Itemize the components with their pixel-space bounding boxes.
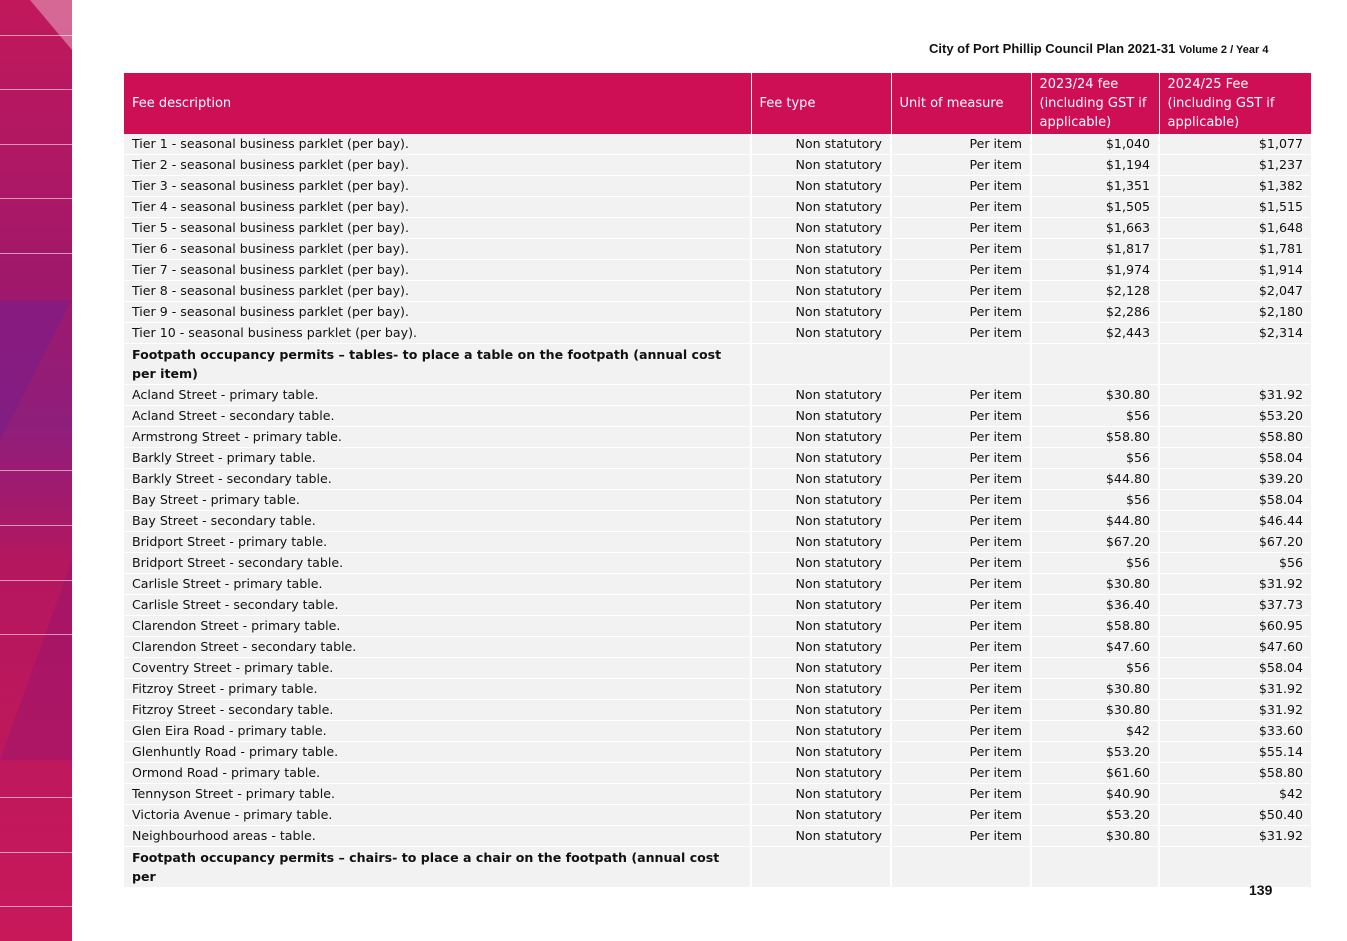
fee-2024-25-cell: $1,077 <box>1159 134 1311 155</box>
fee-description-cell: Victoria Avenue - primary table. <box>124 805 751 826</box>
table-row <box>124 616 1311 637</box>
fee-type-cell: Non statutory <box>751 448 891 469</box>
fee-type-cell: Non statutory <box>751 700 891 721</box>
fee-2024-25-cell: $47.60 <box>1159 637 1311 658</box>
side-band-shard <box>0 300 72 440</box>
fee-type-cell: Non statutory <box>751 637 891 658</box>
fee-type-cell: Non statutory <box>751 134 891 155</box>
fee-2023-24-cell: $58.80 <box>1031 427 1159 448</box>
side-band-rule <box>0 634 72 635</box>
fee-2024-25-cell: $58.04 <box>1159 658 1311 679</box>
fee-type-cell: Non statutory <box>751 616 891 637</box>
table-row <box>124 679 1311 700</box>
fee-2023-24-cell: $1,817 <box>1031 239 1159 260</box>
fee-type-cell: Non statutory <box>751 742 891 763</box>
table-row <box>124 742 1311 763</box>
fee-description-cell: Barkly Street - primary table. <box>124 448 751 469</box>
column-header-fee-type: Fee type <box>751 73 891 134</box>
table-row <box>124 637 1311 658</box>
fee-2023-24-cell: $30.80 <box>1031 385 1159 406</box>
unit-of-measure-cell: Per item <box>891 595 1031 616</box>
fee-2024-25-cell <box>1159 847 1311 888</box>
fee-type-cell: Non statutory <box>751 385 891 406</box>
table-row <box>124 302 1311 323</box>
fee-2023-24-cell: $42 <box>1031 721 1159 742</box>
fee-2024-25-cell: $1,781 <box>1159 239 1311 260</box>
table-row <box>124 385 1311 406</box>
fee-2024-25-cell: $2,314 <box>1159 323 1311 344</box>
table-row <box>124 134 1311 155</box>
fee-type-cell: Non statutory <box>751 239 891 260</box>
fee-description-cell: Bay Street - secondary table. <box>124 511 751 532</box>
fee-type-cell: Non statutory <box>751 679 891 700</box>
unit-of-measure-cell: Per item <box>891 658 1031 679</box>
fee-2023-24-cell: $1,663 <box>1031 218 1159 239</box>
unit-of-measure-cell: Per item <box>891 574 1031 595</box>
table-row <box>124 469 1311 490</box>
unit-of-measure-cell: Per item <box>891 679 1031 700</box>
fee-2024-25-cell: $58.80 <box>1159 763 1311 784</box>
fee-2024-25-cell: $50.40 <box>1159 805 1311 826</box>
unit-of-measure-cell: Per item <box>891 323 1031 344</box>
fee-type-cell: Non statutory <box>751 406 891 427</box>
fee-2023-24-cell: $61.60 <box>1031 763 1159 784</box>
fee-type-cell: Non statutory <box>751 574 891 595</box>
fee-description-cell: Ormond Road - primary table. <box>124 763 751 784</box>
side-band-rule <box>0 198 72 199</box>
fee-2023-24-cell: $2,128 <box>1031 281 1159 302</box>
fee-2023-24-cell <box>1031 344 1159 385</box>
fee-type-cell: Non statutory <box>751 763 891 784</box>
fee-table-body <box>124 134 1311 888</box>
unit-of-measure-cell: Per item <box>891 700 1031 721</box>
side-band-rule <box>0 580 72 581</box>
table-row <box>124 763 1311 784</box>
fee-2023-24-cell <box>1031 847 1159 888</box>
table-row <box>124 700 1311 721</box>
fee-description-cell: Fitzroy Street - primary table. <box>124 679 751 700</box>
table-section-row <box>124 344 1311 385</box>
unit-of-measure-cell <box>891 847 1031 888</box>
fee-type-cell: Non statutory <box>751 490 891 511</box>
fee-2023-24-cell: $30.80 <box>1031 679 1159 700</box>
fee-description-cell: Tier 2 - seasonal business parklet (per bay). <box>124 155 751 176</box>
fee-description-cell: Tier 3 - seasonal business parklet (per bay). <box>124 176 751 197</box>
fee-type-cell: Non statutory <box>751 302 891 323</box>
fee-2023-24-cell: $56 <box>1031 490 1159 511</box>
side-band-corner <box>30 0 72 50</box>
unit-of-measure-cell: Per item <box>891 176 1031 197</box>
fee-description-cell: Glen Eira Road - primary table. <box>124 721 751 742</box>
fee-type-cell: Non statutory <box>751 323 891 344</box>
fee-2023-24-cell: $56 <box>1031 448 1159 469</box>
fee-description-cell: Carlisle Street - secondary table. <box>124 595 751 616</box>
fee-type-cell: Non statutory <box>751 176 891 197</box>
unit-of-measure-cell: Per item <box>891 239 1031 260</box>
table-row <box>124 784 1311 805</box>
table-row <box>124 281 1311 302</box>
side-band-rule <box>0 797 72 798</box>
table-header-row <box>124 73 1311 134</box>
table-row <box>124 176 1311 197</box>
fee-description-cell: Bay Street - primary table. <box>124 490 751 511</box>
fee-2024-25-cell: $2,047 <box>1159 281 1311 302</box>
side-band-rule <box>0 89 72 90</box>
fee-2024-25-cell <box>1159 344 1311 385</box>
unit-of-measure-cell: Per item <box>891 448 1031 469</box>
fee-2024-25-cell: $33.60 <box>1159 721 1311 742</box>
side-band-rule <box>0 253 72 254</box>
table-row <box>124 826 1311 847</box>
fee-description-cell: Tier 9 - seasonal business parklet (per bay). <box>124 302 751 323</box>
table-row <box>124 511 1311 532</box>
fee-description-cell: Coventry Street - primary table. <box>124 658 751 679</box>
unit-of-measure-cell: Per item <box>891 134 1031 155</box>
fee-description-cell: Tier 5 - seasonal business parklet (per bay). <box>124 218 751 239</box>
fee-description-cell: Clarendon Street - primary table. <box>124 616 751 637</box>
fee-2023-24-cell: $1,974 <box>1031 260 1159 281</box>
fee-2023-24-cell: $1,351 <box>1031 176 1159 197</box>
fee-description-cell: Fitzroy Street - secondary table. <box>124 700 751 721</box>
fee-description-cell: Tennyson Street - primary table. <box>124 784 751 805</box>
side-band-rule <box>0 525 72 526</box>
fee-description-cell: Carlisle Street - primary table. <box>124 574 751 595</box>
unit-of-measure-cell: Per item <box>891 511 1031 532</box>
table-row <box>124 553 1311 574</box>
fee-type-cell: Non statutory <box>751 658 891 679</box>
fee-2023-24-cell: $1,194 <box>1031 155 1159 176</box>
fee-type-cell: Non statutory <box>751 155 891 176</box>
fee-description-cell: Acland Street - secondary table. <box>124 406 751 427</box>
fee-2024-25-cell: $31.92 <box>1159 385 1311 406</box>
unit-of-measure-cell: Per item <box>891 218 1031 239</box>
fee-description-cell: Bridport Street - secondary table. <box>124 553 751 574</box>
unit-of-measure-cell: Per item <box>891 427 1031 448</box>
side-band-rule <box>0 144 72 145</box>
fee-2024-25-cell: $1,648 <box>1159 218 1311 239</box>
fee-description-cell: Tier 4 - seasonal business parklet (per bay). <box>124 197 751 218</box>
fee-2023-24-cell: $30.80 <box>1031 826 1159 847</box>
fee-description-cell: Tier 1 - seasonal business parklet (per bay). <box>124 134 751 155</box>
fee-2023-24-cell: $67.20 <box>1031 532 1159 553</box>
table-row <box>124 239 1311 260</box>
unit-of-measure-cell: Per item <box>891 532 1031 553</box>
fee-2024-25-cell: $1,382 <box>1159 176 1311 197</box>
fee-type-cell <box>751 847 891 888</box>
table-row <box>124 427 1311 448</box>
fee-description-cell: Tier 6 - seasonal business parklet (per bay). <box>124 239 751 260</box>
unit-of-measure-cell: Per item <box>891 197 1031 218</box>
unit-of-measure-cell: Per item <box>891 302 1031 323</box>
fee-type-cell: Non statutory <box>751 784 891 805</box>
table-row <box>124 574 1311 595</box>
fee-2023-24-cell: $53.20 <box>1031 742 1159 763</box>
unit-of-measure-cell: Per item <box>891 281 1031 302</box>
table-row <box>124 197 1311 218</box>
fee-2024-25-cell: $56 <box>1159 553 1311 574</box>
fee-2024-25-cell: $67.20 <box>1159 532 1311 553</box>
fee-description-cell: Acland Street - primary table. <box>124 385 751 406</box>
unit-of-measure-cell: Per item <box>891 406 1031 427</box>
table-row <box>124 155 1311 176</box>
table-row <box>124 490 1311 511</box>
document-title: City of Port Phillip Council Plan 2021-31 <box>929 41 1176 56</box>
fee-2024-25-cell: $37.73 <box>1159 595 1311 616</box>
unit-of-measure-cell: Per item <box>891 260 1031 281</box>
fee-2023-24-cell: $56 <box>1031 406 1159 427</box>
unit-of-measure-cell: Per item <box>891 742 1031 763</box>
fee-type-cell: Non statutory <box>751 281 891 302</box>
page-number: 139 <box>1249 882 1273 898</box>
fee-2023-24-cell: $56 <box>1031 658 1159 679</box>
fee-2024-25-cell: $31.92 <box>1159 826 1311 847</box>
column-header-fee-2024-25: 2024/25 Fee (including GST if applicable) <box>1159 73 1311 134</box>
fee-2023-24-cell: $47.60 <box>1031 637 1159 658</box>
fee-2024-25-cell: $60.95 <box>1159 616 1311 637</box>
side-band-rule <box>0 35 72 36</box>
unit-of-measure-cell <box>891 344 1031 385</box>
table-section-row <box>124 847 1311 888</box>
side-band-rule <box>0 906 72 907</box>
side-band-rule <box>0 470 72 471</box>
table-row <box>124 323 1311 344</box>
unit-of-measure-cell: Per item <box>891 469 1031 490</box>
fee-description-cell: Tier 7 - seasonal business parklet (per bay). <box>124 260 751 281</box>
unit-of-measure-cell: Per item <box>891 385 1031 406</box>
table-row <box>124 805 1311 826</box>
fee-2024-25-cell: $31.92 <box>1159 679 1311 700</box>
fee-2023-24-cell: $36.40 <box>1031 595 1159 616</box>
decorative-side-band <box>0 0 72 941</box>
fee-description-cell: Clarendon Street - secondary table. <box>124 637 751 658</box>
fee-2024-25-cell: $2,180 <box>1159 302 1311 323</box>
fee-type-cell: Non statutory <box>751 427 891 448</box>
fee-2024-25-cell: $55.14 <box>1159 742 1311 763</box>
fee-type-cell: Non statutory <box>751 826 891 847</box>
fee-2024-25-cell: $58.04 <box>1159 448 1311 469</box>
fee-2024-25-cell: $31.92 <box>1159 574 1311 595</box>
table-row <box>124 595 1311 616</box>
fee-description-cell: Armstrong Street - primary table. <box>124 427 751 448</box>
unit-of-measure-cell: Per item <box>891 805 1031 826</box>
fee-type-cell: Non statutory <box>751 532 891 553</box>
column-header-fee-description: Fee description <box>124 73 751 134</box>
fee-type-cell: Non statutory <box>751 805 891 826</box>
column-header-unit-of-measure: Unit of measure <box>891 73 1031 134</box>
side-band-shard <box>0 560 72 760</box>
fee-type-cell <box>751 344 891 385</box>
fee-description-cell: Tier 8 - seasonal business parklet (per bay). <box>124 281 751 302</box>
fee-description-cell: Tier 10 - seasonal business parklet (per bay). <box>124 323 751 344</box>
table-row <box>124 448 1311 469</box>
side-band-rule <box>0 852 72 853</box>
fee-2023-24-cell: $1,505 <box>1031 197 1159 218</box>
fee-2024-25-cell: $1,914 <box>1159 260 1311 281</box>
table-row <box>124 721 1311 742</box>
fee-2023-24-cell: $30.80 <box>1031 574 1159 595</box>
fee-description-cell: Barkly Street - secondary table. <box>124 469 751 490</box>
fee-type-cell: Non statutory <box>751 553 891 574</box>
fee-2024-25-cell: $1,515 <box>1159 197 1311 218</box>
unit-of-measure-cell: Per item <box>891 553 1031 574</box>
fee-2024-25-cell: $39.20 <box>1159 469 1311 490</box>
fee-2024-25-cell: $31.92 <box>1159 700 1311 721</box>
fee-2023-24-cell: $2,443 <box>1031 323 1159 344</box>
fee-2023-24-cell: $56 <box>1031 553 1159 574</box>
fee-type-cell: Non statutory <box>751 197 891 218</box>
fee-2024-25-cell: $42 <box>1159 784 1311 805</box>
fee-2023-24-cell: $53.20 <box>1031 805 1159 826</box>
fee-type-cell: Non statutory <box>751 218 891 239</box>
table-row <box>124 658 1311 679</box>
table-row <box>124 532 1311 553</box>
fee-2024-25-cell: $46.44 <box>1159 511 1311 532</box>
unit-of-measure-cell: Per item <box>891 616 1031 637</box>
fee-2023-24-cell: $44.80 <box>1031 469 1159 490</box>
table-row <box>124 260 1311 281</box>
unit-of-measure-cell: Per item <box>891 155 1031 176</box>
fee-2024-25-cell: $53.20 <box>1159 406 1311 427</box>
unit-of-measure-cell: Per item <box>891 637 1031 658</box>
unit-of-measure-cell: Per item <box>891 721 1031 742</box>
fee-type-cell: Non statutory <box>751 595 891 616</box>
fee-2023-24-cell: $44.80 <box>1031 511 1159 532</box>
unit-of-measure-cell: Per item <box>891 490 1031 511</box>
fee-2023-24-cell: $2,286 <box>1031 302 1159 323</box>
unit-of-measure-cell: Per item <box>891 826 1031 847</box>
fee-type-cell: Non statutory <box>751 469 891 490</box>
fee-description-cell: Bridport Street - primary table. <box>124 532 751 553</box>
fee-description-cell: Footpath occupancy permits – chairs- to place a chair on the footpath (annual cost per <box>124 847 751 888</box>
document-volume: Volume 2 / Year 4 <box>1178 44 1269 56</box>
fee-description-cell: Neighbourhood areas - table. <box>124 826 751 847</box>
table-row <box>124 406 1311 427</box>
fee-2023-24-cell: $58.80 <box>1031 616 1159 637</box>
column-header-fee-2023-24: 2023/24 fee (including GST if applicable) <box>1031 73 1159 134</box>
fee-2023-24-cell: $1,040 <box>1031 134 1159 155</box>
fee-table <box>124 73 1311 888</box>
fee-2024-25-cell: $1,237 <box>1159 155 1311 176</box>
fee-type-cell: Non statutory <box>751 721 891 742</box>
unit-of-measure-cell: Per item <box>891 763 1031 784</box>
unit-of-measure-cell: Per item <box>891 784 1031 805</box>
fee-type-cell: Non statutory <box>751 511 891 532</box>
fee-2024-25-cell: $58.80 <box>1159 427 1311 448</box>
fee-type-cell: Non statutory <box>751 260 891 281</box>
fee-2024-25-cell: $58.04 <box>1159 490 1311 511</box>
document-header <box>929 41 1268 56</box>
fee-description-cell: Glenhuntly Road - primary table. <box>124 742 751 763</box>
table-row <box>124 218 1311 239</box>
fee-description-cell: Footpath occupancy permits – tables- to place a table on the footpath (annual cost per item) <box>124 344 751 385</box>
fee-2023-24-cell: $30.80 <box>1031 700 1159 721</box>
fee-2023-24-cell: $40.90 <box>1031 784 1159 805</box>
